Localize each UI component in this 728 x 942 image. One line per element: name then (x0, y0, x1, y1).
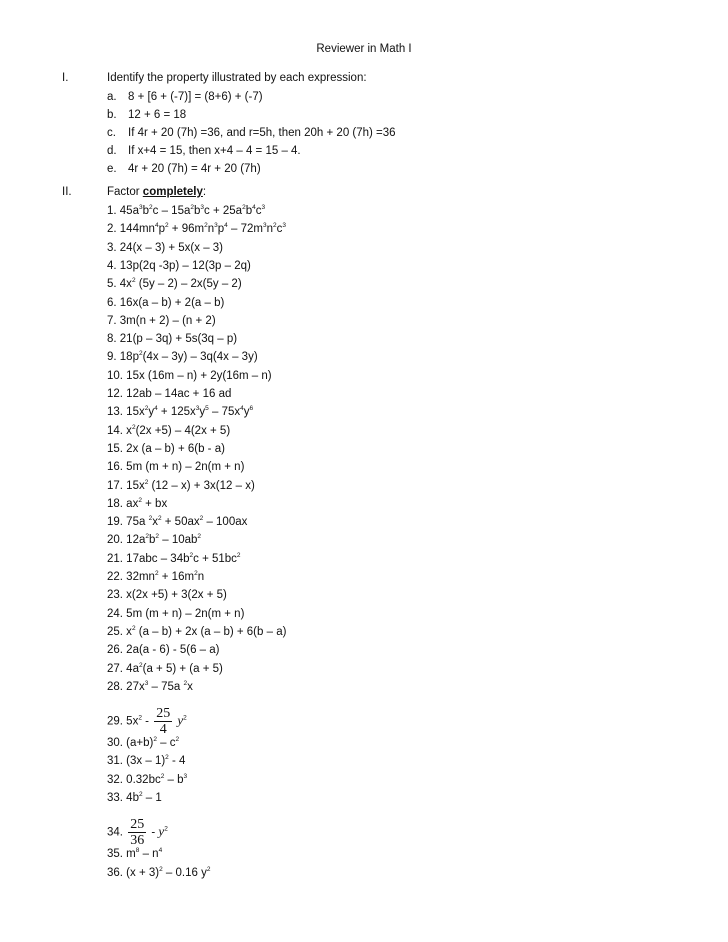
problem-item: 29. $5x^2$ - $\frac{25}{4}$ $y^2$ (107, 706, 187, 738)
problem-item: 7. 3m(n + 2) – (n + 2) (107, 314, 216, 327)
heading-prefix: Factor (107, 186, 143, 198)
section-1-heading: Identify the property illustrated by each expression: (107, 72, 367, 84)
heading-suffix: : (202, 186, 207, 198)
problem-item: 27. $4a^2(a + 5) + (a + 5)$ (107, 661, 223, 675)
problem-item: 3. 24(x – 3) + 5x(x – 3) (107, 241, 224, 254)
problem-item: 19. 75a $^2x^2 + 50ax^2 - 100ax$ (107, 515, 248, 529)
problem-item: 6. 16x(a – b) + 2(a – b) (107, 296, 225, 309)
problem-item: 21. $17abc - 34b^2c + 51bc^2$ (107, 551, 241, 565)
item-letter: c. (107, 127, 116, 139)
problem-item: 15. 2x (a – b) + 6(b - a) (107, 442, 225, 455)
section-1-item (107, 88, 263, 106)
item-letter: d. (107, 145, 117, 157)
problem-item: 4. 13p(2q -3p) – 12(3p – 2q) (107, 259, 251, 272)
section-1-number: I. (62, 72, 69, 84)
heading-emphasis: completely (142, 186, 203, 198)
problem-item: 18. $ax^2$ + bx (107, 496, 168, 510)
problem-item: 25. $x^2$ (a – b) + 2x (a – b) + 6(b – a) (107, 624, 287, 638)
section-1-item (107, 142, 301, 160)
problem-item: 31. (3x – 1)$^2$ - 4 (107, 754, 186, 768)
section-2-heading (107, 186, 206, 198)
problem-item: 14. $x^2(2x +5) - 4(2x + 5)$ (107, 423, 231, 437)
problem-item: 33. $4b^2 - 1$ (107, 791, 162, 804)
item-text: 4r + 20 (7h) = 4r + 20 (7h) (128, 163, 261, 175)
problem-item: 5. $4x^2$ (5y – 2) – 2x(5y – 2) (107, 277, 242, 291)
problem-item: 9. $18p^2(4x - 3y) - 3q(4x - 3y)$ (107, 350, 258, 364)
problem-item: 2. $144mn^4p^2 + 96m^2n^3p^4 - 72m^3n^2c^3$ (107, 222, 286, 236)
fraction: $\frac{25}{4}$ (156, 706, 171, 738)
item-letter: a. (107, 91, 117, 103)
problem-item: 8. 21(p – 3q) + 5s(3q – p) (107, 333, 238, 346)
problem-item: 20. $12a^2b^2 - 10ab^2$ (107, 533, 202, 547)
problem-item: 34. $\frac{25}{36}$ - $y^2$ (107, 817, 168, 849)
section-1-item (107, 124, 396, 142)
problem-item: 10. 15x (16m – n) + 2y(16m – n) (107, 369, 272, 382)
problem-item: 36. $(x + 3)^2 - 0.16$ $y^2$ (107, 865, 211, 879)
item-text: 12 + 6 = 18 (128, 109, 187, 121)
section-1-item (107, 160, 261, 178)
section-2-number: II. (62, 186, 72, 198)
problem-item: 23. x(2x +5) + 3(2x + 5) (107, 589, 227, 602)
item-text: If 4r + 20 (7h) =36, and r=5h, then 20h + 20 (7h) =36 (128, 127, 396, 139)
item-letter: b. (107, 109, 117, 121)
document-title: Reviewer in Math I (316, 43, 412, 55)
problem-item: 28. $27x^3 - 75a$ $^2$x (107, 679, 193, 693)
problem-item: 24. 5m (m + n) – 2n(m + n) (107, 607, 245, 620)
problem-item: 26. 2a(a - 6) - 5(6 – a) (107, 644, 220, 657)
fraction: $\frac{25}{36}$ (130, 817, 145, 849)
problem-item: 1. $45a^3b^2c - 15a^2b^3c + 25a^2b^4c^3$ (107, 204, 266, 217)
item-text: If x+4 = 15, then x+4 – 4 = 15 – 4. (128, 145, 301, 157)
problem-item: 30. $(a+b)^2 - c^2$ (107, 736, 180, 750)
problem-item: 22. $32mn^2 + 16m^2n$ (107, 570, 205, 583)
problem-item: 32. $0.32bc^2 - b^3$ (107, 772, 188, 786)
problem-item: 16. 5m (m + n) – 2n(m + n) (107, 461, 245, 474)
item-letter: e. (107, 163, 117, 175)
section-1-item (107, 106, 186, 124)
problem-item: 17. $15x^2$ (12 – x) + 3x(12 – x) (107, 478, 255, 492)
problem-item: 35. $m^8 - n^4$ (107, 847, 163, 861)
item-text: 8 + [6 + (-7)] = (8+6) + (-7) (128, 91, 263, 103)
problem-item: 13. $15x^2y^4 + 125x^3y^5 - 75x^4y^6$ (107, 405, 254, 419)
problem-item: 12. 12ab – 14ac + 16 ad (107, 388, 232, 400)
